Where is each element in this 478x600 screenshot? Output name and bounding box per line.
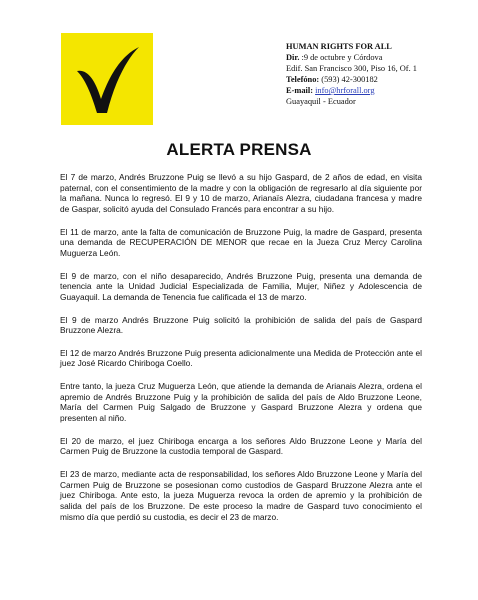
document-body <box>60 172 422 534</box>
email-line <box>286 85 417 96</box>
check-mark-icon <box>61 33 153 125</box>
address-line <box>286 52 417 63</box>
city-line: Guayaquil - Ecuador <box>286 97 356 106</box>
organization-name: HUMAN RIGHTS FOR ALL <box>286 42 392 51</box>
phone-label: Telefóno: <box>286 75 322 84</box>
paragraph: El 9 de marzo Andrés Bruzzone Puig solicitó la prohibición de salida del país de Gaspard Bruzzone Alezra. <box>60 314 422 336</box>
address-value: :9 de octubre y Córdova <box>301 53 383 62</box>
paragraph: El 11 de marzo, ante la falta de comunicación de Bruzzone Puig, la madre de Gaspard, presenta una demanda de RECUPERACIÓN DE MENOR que recae en la Jueza Cruz Mercy Carolina Muguerza León. <box>60 226 422 258</box>
organization-logo <box>61 33 153 125</box>
phone-value: (593) 42-300182 <box>321 75 378 84</box>
building-line: Edif. San Francisco 300, Piso 16, Of. 1 <box>286 64 417 73</box>
page-title: ALERTA PRENSA <box>166 140 312 159</box>
paragraph: Entre tanto, la jueza Cruz Muguerza León, que atiende la demanda de Arianais Alezra, ordena el apremio de Andrés Bruzzone Puig y la prohibición de salida del país de Aldo Bruzzone Leone, María del Carmen Puig Salgado de Bruzzone y Gaspard Bruzzone Alezra y ordena que presenten al niño. <box>60 381 422 424</box>
paragraph: El 12 de marzo Andrés Bruzzone Puig presenta adicionalmente una Medida de Protección ante el juez José Ricardo Chiriboga Coello. <box>60 347 422 369</box>
paragraph: El 7 de marzo, Andrés Bruzzone Puig se llevó a su hijo Gaspard, de 2 años de edad, en visita paternal, con el consentimiento de la madre y con la obligación de regresarlo al día siguiente por la mañana. Nunca lo regresó. El 9 y 10 de marzo, Arianaïs Alezra, ciudadana francesa y madre de Gaspar, solicitó ayuda del Consulado Francés para encontrar a su hijo. <box>60 172 422 214</box>
contact-header <box>286 41 417 107</box>
email-label: E-mail: <box>286 86 316 95</box>
paragraph: El 23 de marzo, mediante acta de responsabilidad, los señores Aldo Bruzzone Leone y María del Carmen Puig de Bruzzone se posesionan como custodios de Gaspard Bruzzone Alezra ante el juez Chiriboga. Ante esto, la jueza Muguerza revoca la orden de apremio y la prohibición de salida del país de los Bruzzone. De este proceso la madre de Gaspard tuvo conocimiento el mismo día que perdió su custodia, es decir el 23 de marzo. <box>60 469 422 522</box>
phone-line <box>286 74 417 85</box>
address-label: Dir. <box>286 53 302 62</box>
paragraph: El 20 de marzo, el juez Chiriboga encarga a los señores Aldo Bruzzone Leone y María del Carmen Puig de Bruzzone la custodia temporal de Gaspard. <box>60 435 422 457</box>
email-link[interactable]: info@hrforall.org <box>315 86 375 95</box>
paragraph: El 9 de marzo, con el niño desaparecido, Andrés Bruzzone Puig, presenta una demanda de tenencia ante la Unidad Judicial Especializada de Familia, Mujer, Niñez y Adolescencia de Guayaquil. La demanda de Tenencia fue calificada el 13 de marzo. <box>60 270 422 302</box>
